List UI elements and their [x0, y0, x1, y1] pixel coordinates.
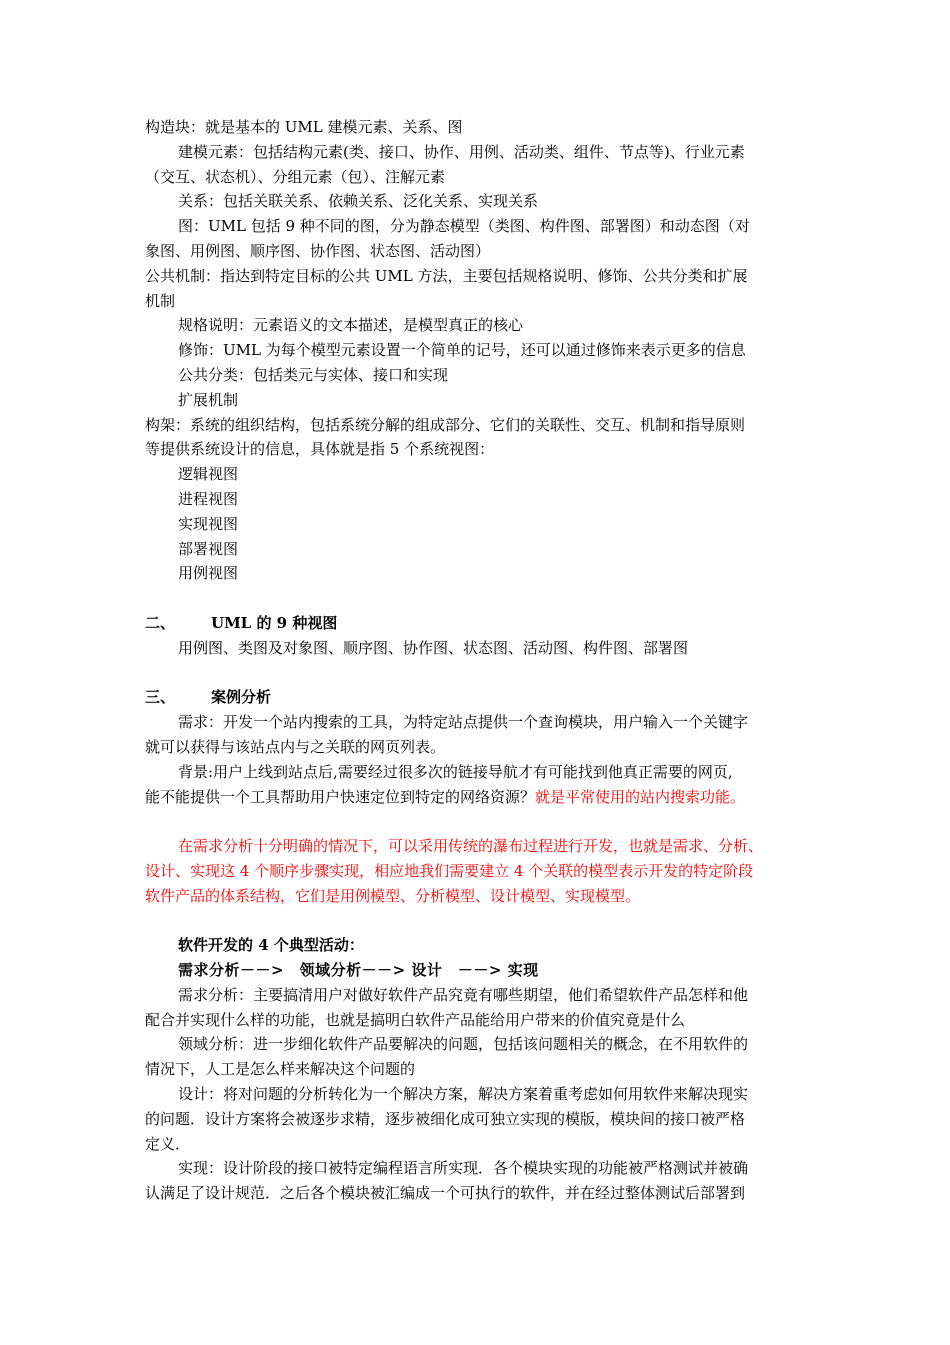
activities-title: 软件开发的 4 个典型活动：	[178, 936, 364, 955]
para-requirement-analysis-cont: 配合并实现什么样的功能，也就是搞明白软件产品能给用户带来的价值究竟是什么	[145, 1010, 686, 1029]
para-implementation-cont: 认满足了设计规范．之后各个模块被汇编成一个可执行的软件，并在经过整体测试后部署到	[145, 1184, 746, 1203]
para-architecture: 构架：系统的组织结构，包括系统分解的组成部分、它们的关联性、交互、机制和指导原则	[145, 415, 746, 434]
section-heading-2	[145, 611, 809, 636]
section-number: 二、	[145, 613, 176, 632]
para-common-mechanisms: 公共机制：指达到特定目标的公共 UML 方法，主要包括规格说明、修饰、公共分类和扩展	[145, 266, 748, 285]
para-adornments: 修饰：UML 为每个模型元素设置一个简单的记号，还可以通过修饰来表示更多的信息	[178, 341, 746, 360]
activities-flow: 需求分析－－> 领域分析－－> 设计 －－> 实现	[178, 961, 539, 980]
para-waterfall-highlight-cont: 设计、实现这 4 个顺序步骤实现，相应地我们需要建立 4 个关联的模型表示开发的特定阶段	[145, 861, 754, 880]
para-design-cont: 的问题．设计方案将会被逐步求精，逐步被细化成可独立实现的模版，模块间的接口被严格	[145, 1109, 746, 1128]
para-nine-diagrams: 用例图、类图及对象图、顺序图、协作图、状态图、活动图、构件图、部署图	[178, 638, 689, 657]
section-heading-3	[145, 685, 809, 710]
background-question: 能不能提供一个工具帮助用户快速定位到特定的网络资源？	[145, 787, 536, 806]
para-architecture-cont: 等提供系统设计的信息，具体就是指 5 个系统视图：	[145, 440, 495, 459]
para-relations: 关系：包括关联关系、依赖关系、泛化关系、实现关系	[178, 192, 539, 211]
spacer	[145, 809, 809, 834]
background-answer-highlight: 就是平常使用的站内搜索功能。	[535, 787, 746, 806]
view-item: 实现视图	[178, 514, 239, 533]
para-requirement-cont: 就可以获得与该站点内与之关联的网页列表。	[145, 737, 446, 756]
view-item: 进程视图	[178, 489, 239, 508]
para-extensibility: 扩展机制	[178, 390, 239, 409]
para-common-divisions: 公共分类：包括类元与实体、接口和实现	[178, 365, 449, 384]
spacer	[145, 586, 809, 611]
para-waterfall-highlight-end: 软件产品的体系结构，它们是用例模型、分析模型、设计模型、实现模型。	[145, 886, 641, 905]
para-common-mechanisms-cont: 机制	[145, 291, 176, 310]
para-domain-analysis: 领域分析：进一步细化软件产品要解决的问题，包括该问题相关的概念，在不用软件的	[178, 1035, 749, 1054]
para-requirement: 需求：开发一个站内搜索的工具，为特定站点提供一个查询模块，用户输入一个关键字	[178, 713, 749, 732]
para-diagrams-cont: 象图、用例图、顺序图、协作图、状态图、活动图）	[145, 241, 491, 260]
para-requirement-analysis: 需求分析：主要搞清用户对做好软件产品究竟有哪些期望，他们希望软件产品怎样和他	[178, 985, 749, 1004]
view-item: 用例视图	[178, 564, 239, 583]
spacer	[145, 909, 809, 934]
section-number: 三、	[145, 688, 176, 707]
section-title: UML 的 9 种视图	[211, 613, 338, 632]
para-waterfall-highlight: 在需求分析十分明确的情况下，可以采用传统的瀑布过程进行开发，也就是需求、分析、	[178, 837, 764, 856]
para-domain-analysis-cont: 情况下，人工是怎么样来解决这个问题的	[145, 1060, 416, 1079]
para-background-cont	[145, 785, 809, 810]
para-specification: 规格说明：元素语义的文本描述，是模型真正的核心	[178, 316, 524, 335]
para-design: 设计：将对问题的分析转化为一个解决方案，解决方案着重考虑如何用软件来解决现实	[178, 1085, 749, 1104]
para-modeling-elements: 建模元素：包括结构元素(类、接口、协作、用例、活动类、组件、节点等)、行业元素	[178, 142, 745, 161]
para-design-end: 定义．	[145, 1134, 191, 1153]
view-item: 部署视图	[178, 539, 239, 558]
para-background: 背景:用户上线到站点后,需要经过很多次的链接导航才有可能找到他真正需要的网页,	[178, 762, 733, 781]
view-item: 逻辑视图	[178, 465, 239, 484]
para-modeling-elements-cont: （交互、状态机）、分组元素（包）、注解元素	[145, 167, 446, 186]
para-building-blocks: 构造块：就是基本的 UML 建模元素、关系、图	[145, 118, 463, 136]
section-title: 案例分析	[211, 688, 272, 707]
spacer	[145, 661, 809, 686]
document-body	[145, 115, 809, 1206]
para-diagrams: 图：UML 包括 9 种不同的图，分为静态模型（类图、构件图、部署图）和动态图（对	[178, 217, 750, 236]
para-implementation: 实现：设计阶段的接口被特定编程语言所实现．各个模块实现的功能被严格测试并被确	[178, 1159, 749, 1178]
